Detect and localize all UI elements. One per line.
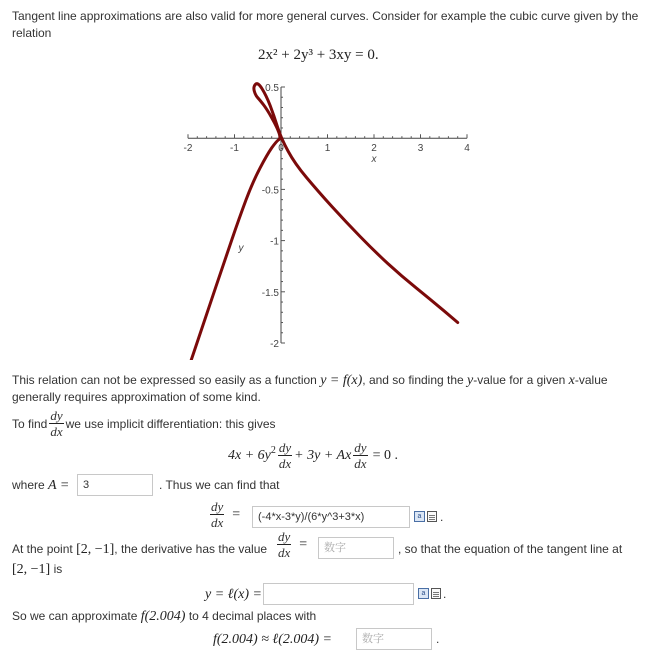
period-3: . xyxy=(436,632,440,646)
dy-dx-fraction-3 xyxy=(353,441,367,470)
preview-icon-2[interactable]: a xyxy=(418,588,429,599)
deriv-eq-end: = 0 . xyxy=(372,447,398,463)
frac-num: dy xyxy=(50,408,63,423)
para2-line1 xyxy=(12,373,608,389)
implicit-derivative-equation xyxy=(228,441,398,470)
approx-eq-label: f(2.004) ≈ ℓ(2.004) = xyxy=(213,632,332,647)
at-point-label: At the point xyxy=(12,542,73,556)
intro-text-line2: relation xyxy=(12,26,52,40)
approx-func: f(2.004) xyxy=(140,609,186,624)
x-tick-label: -2 xyxy=(183,143,193,155)
x-tick-label: 2 xyxy=(371,143,377,155)
x-tick-label: 3 xyxy=(417,143,424,155)
para2-yvar: y xyxy=(467,373,474,388)
tofind-pre: To find xyxy=(12,416,48,431)
curve-graph xyxy=(0,70,653,360)
graph-ticks xyxy=(184,83,471,350)
period-2: . xyxy=(443,587,447,601)
is-text: is xyxy=(53,562,63,576)
para2-text-d: -value xyxy=(574,373,608,387)
thus-text: . Thus we can find that xyxy=(159,478,280,492)
y-tick-label: -0.5 xyxy=(261,185,279,197)
para2-xvar: x xyxy=(568,373,575,388)
input-tangent-line[interactable] xyxy=(263,583,414,605)
x-tick-label: 4 xyxy=(464,143,470,155)
para2-line2: generally requires approximation of some kind. xyxy=(12,390,261,404)
frac-num-2: dy xyxy=(278,440,292,455)
frac-den-4: dx xyxy=(211,515,224,530)
y-tick-label: 0.5 xyxy=(265,83,279,94)
equals-sign-2: = xyxy=(299,536,308,552)
frac-num-5: dy xyxy=(278,529,291,544)
dydx-expression-row xyxy=(208,500,240,529)
para2-function: y = f(x) xyxy=(320,373,363,388)
dy-dx-fraction xyxy=(49,409,63,438)
deriv-value-text: , the derivative has the value xyxy=(114,542,268,556)
point-coordinates-2: [2, −1] xyxy=(12,562,51,577)
deriv-eq-part2: + 3y + Ax xyxy=(294,447,352,463)
graph-axes xyxy=(188,87,467,343)
input-A[interactable]: 3 xyxy=(77,474,153,496)
tofind-line xyxy=(12,409,276,438)
where-A: A = xyxy=(48,478,70,493)
approx-text xyxy=(12,609,316,625)
approx-post: to 4 decimal places with xyxy=(188,609,317,623)
frac-den-5: dx xyxy=(278,545,291,560)
input-approx-value[interactable]: 数字 xyxy=(356,628,432,650)
y-tick-label: -1 xyxy=(270,236,279,248)
at-point-text xyxy=(12,542,267,558)
slope-fraction-row xyxy=(275,530,307,559)
frac-den: dx xyxy=(50,424,63,439)
y-tick-label: -1.5 xyxy=(261,287,279,299)
x-tick-label: -1 xyxy=(230,143,239,155)
y-tick-label: -2 xyxy=(270,339,279,350)
period-1: . xyxy=(440,510,444,524)
y-axis-label: y xyxy=(238,242,244,254)
frac-num-3: dy xyxy=(354,440,367,455)
tangent-eq-label: y = ℓ(x) = xyxy=(205,587,262,602)
preview-icon[interactable]: a xyxy=(414,511,425,522)
approx-pre: So we can approximate xyxy=(12,609,138,623)
point-is-text xyxy=(12,562,62,578)
para2-text-c: -value for a given xyxy=(473,373,566,387)
where-text: where xyxy=(12,478,45,492)
dy-dx-fraction-5 xyxy=(277,530,291,559)
where-label xyxy=(12,478,69,494)
intro-text-line1: Tangent line approximations are also valid for more general curves. Consider for example the cubic curve given by the xyxy=(12,9,639,23)
curve-line xyxy=(188,84,458,360)
deriv-eq-part1: 4x + 6y xyxy=(228,447,271,463)
point-coordinates: [2, −1] xyxy=(76,542,115,557)
curve-equation: 2x² + 2y³ + 3xy = 0. xyxy=(258,47,379,63)
dy-dx-fraction-4 xyxy=(210,500,224,529)
para2-text-b: , and so finding the xyxy=(362,373,464,387)
equals-sign: = xyxy=(232,506,241,522)
x-tick-label: 0 xyxy=(278,143,284,155)
frac-den-3: dx xyxy=(354,456,367,471)
input-slope[interactable]: 数字 xyxy=(318,537,394,559)
deriv-eq-sup: 2 xyxy=(270,445,276,456)
tofind-post: we use implicit differentiation: this gives xyxy=(65,416,276,431)
help-icon-2[interactable] xyxy=(431,588,441,599)
x-tick-label: 1 xyxy=(324,143,331,155)
help-icon[interactable] xyxy=(427,511,437,522)
tangent-text: , so that the equation of the tangent line at xyxy=(398,542,623,556)
dy-dx-fraction-2 xyxy=(278,441,292,470)
frac-num-4: dy xyxy=(211,499,224,514)
x-axis-label: x xyxy=(371,154,377,166)
para2-text-a: This relation can not be expressed so easily as a function xyxy=(12,373,317,387)
frac-den-2: dx xyxy=(278,456,292,471)
input-derivative[interactable]: (-4*x-3*y)/(6*y^3+3*x) xyxy=(252,506,410,528)
